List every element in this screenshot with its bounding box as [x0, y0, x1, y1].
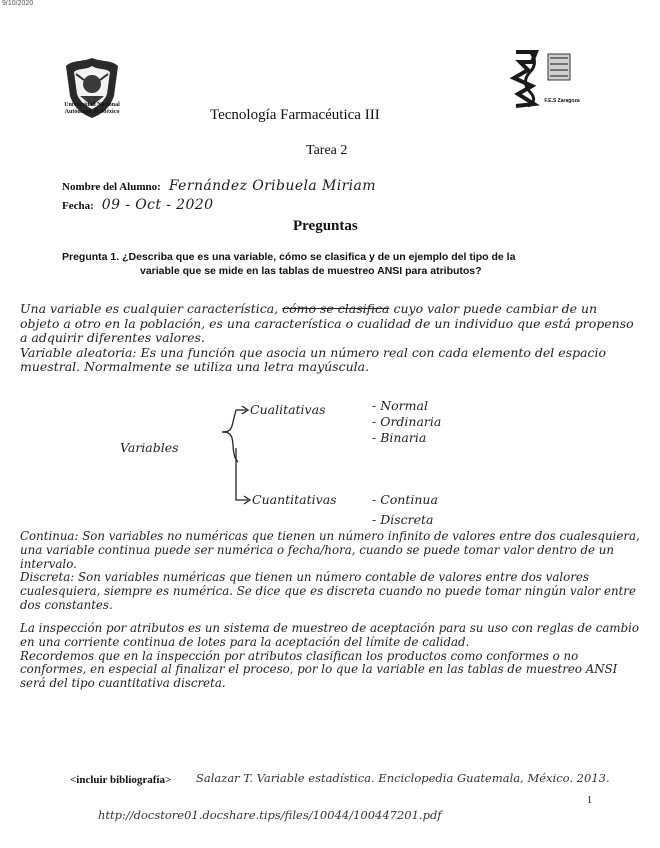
student-name-value: Fernández Oribuela Miriam: [168, 178, 376, 194]
question-number: Pregunta 1: [62, 251, 117, 263]
bibliography-label: <incluir bibliografía>: [70, 774, 172, 786]
diagram-root: Variables: [120, 440, 179, 455]
diagram-item: - Continua: [372, 492, 438, 507]
answer-paragraph-2: Variable aleatoria: Es una función que asocia un número real con cada elemento del espacio muestral. Normalmente se utiliza una letra mayúscula.: [20, 344, 607, 374]
section-title: Preguntas: [293, 218, 358, 234]
bibliography-url: http://docstore01.docshare.tips/files/10044/100447201.pdf: [98, 808, 442, 822]
diagram-branch-qualitative: Cualitativas: [250, 402, 326, 417]
date-stamp: 9/10/2020: [2, 0, 34, 7]
arrow-bottom-line: [236, 448, 248, 500]
student-name-label: Nombre del Alumno:: [62, 181, 161, 193]
homework-title: Tarea 2: [306, 143, 348, 158]
definitions: [20, 530, 640, 613]
bibliography-reference: Salazar T. Variable estadística. Enciclopedia Guatemala, México. 2013.: [196, 771, 610, 785]
answer-p1-start: Una variable es cualquier característica,: [20, 301, 279, 316]
answer-p1-end: cuyo valor puede cambiar de un objeto a otro en la población, es una característica o cualidad de un individuo que está propenso a adquirir diferentes valores.: [20, 301, 634, 345]
question-line-1: . ¿Describa que es una variable, cómo se clasifica y de un ejemplo del tipo de la: [116, 251, 516, 263]
diagram-item: - Ordinaria: [372, 414, 442, 429]
question-line-2: variable que se mide en las tablas de muestreo ANSI para atributos?: [140, 265, 482, 277]
diagram-item: - Discreta: [372, 512, 434, 527]
diagram-item: - Normal: [372, 398, 428, 413]
fes-caption: F.E.S Zaragoza: [544, 98, 580, 104]
diagram-branch-quantitative: Cuantitativas: [252, 492, 337, 507]
conclusion: [20, 622, 640, 691]
course-title: Tecnología Farmacéutica III: [210, 107, 380, 123]
diagram-item: - Binaria: [372, 430, 427, 445]
date-label: Fecha:: [62, 200, 94, 212]
date-value: 09 - Oct - 2020: [101, 197, 214, 213]
definition-discreta: Discreta: Son variables numéricas que tienen un número contable de valores entre dos valores cualesquiera, siempre es numérica. Se dice que es discreta cuando no puede tomar ningún valor entre dos constantes.: [20, 570, 636, 612]
page-number: 1: [587, 795, 592, 806]
conclusion-paragraph-1: La inspección por atributos es un sistema de muestreo de aceptación para su uso con reglas de cambio en una corriente continua de lotes para la aceptación del límite de calidad.: [20, 621, 640, 649]
unam-caption: Universidad Nacional Autónoma de México: [64, 102, 120, 115]
conclusion-paragraph-2: Recordemos que en la inspección por atributos clasifican los productos como conformes o no conformes, en especial al finalizar el proceso, por lo que la variable en las tablas de muestreo ANSI será del tipo cuantitativa discreta.: [20, 648, 618, 691]
definition-continua: Continua: Son variables no numéricas que tienen un número infinito de valores entre dos cualesquiera, una variable continua puede ser numérica o fecha/hora, cuando se puede tomar valor dentro de un intervalo.: [20, 529, 640, 571]
answer-p1-crossed: cómo se clasifica: [282, 301, 390, 316]
